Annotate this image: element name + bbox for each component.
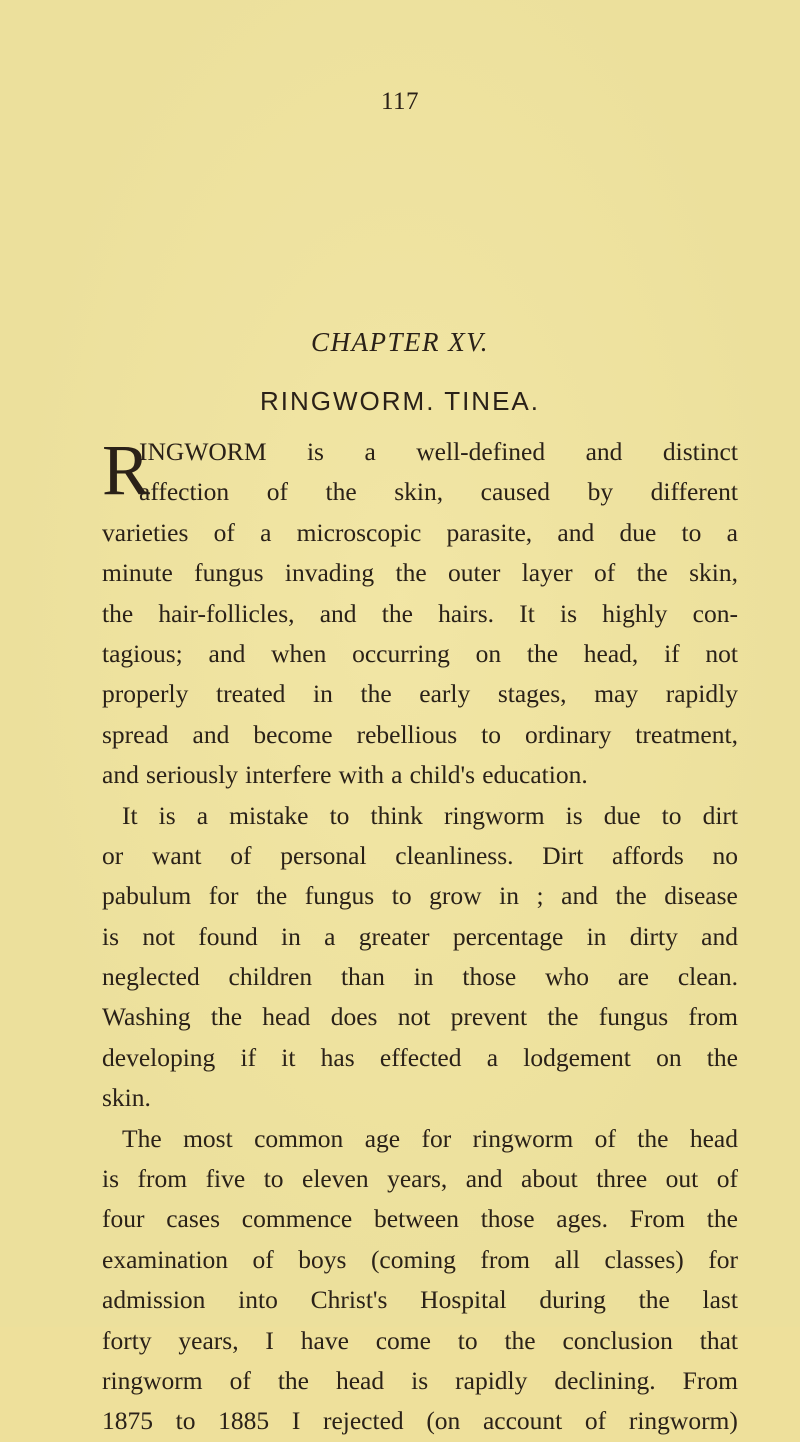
text-line: Washing the head does not prevent the fungus from <box>102 1002 738 1032</box>
text-line: developing if it has effected a lodgement on the <box>102 1042 738 1072</box>
text-line: spread and become rebellious to ordinary treatment, <box>102 719 738 749</box>
body-text <box>102 432 738 1442</box>
text-line: forty years, I have come to the conclusion that <box>102 1325 738 1355</box>
text-line: 1875 to 1885 I rejected (on account of ringworm) <box>102 1406 738 1436</box>
drop-cap-letter: R <box>102 430 151 510</box>
text-line: examination of boys (coming from all classes) for <box>102 1244 738 1274</box>
text-line: properly treated in the early stages, may rapidly <box>102 679 738 709</box>
text-line: or want of personal cleanliness. Dirt affords no <box>102 840 738 870</box>
chapter-title: RINGWORM. TINEA. <box>260 386 540 416</box>
text-line: ringworm of the head is rapidly declining. From <box>102 1365 738 1395</box>
text-line: skin. <box>102 1083 151 1113</box>
text-line: is from five to eleven years, and about three out of <box>102 1164 738 1194</box>
text-line: is not found in a greater percentage in dirty and <box>102 921 738 951</box>
text-line: neglected children than in those who are clean. <box>102 962 738 992</box>
text-line: pabulum for the fungus to grow in ; and the disease <box>102 881 738 911</box>
text-line: and seriously interfere with a child's education. <box>102 760 588 790</box>
text-line: It is a mistake to think ringworm is due to dirt <box>122 800 738 830</box>
text-line: varieties of a microscopic parasite, and due to a <box>102 517 738 547</box>
text-line: the hair-follicles, and the hairs. It is highly con- <box>102 598 738 628</box>
text-line: tagious; and when occurring on the head, if not <box>102 638 738 668</box>
text-line: The most common age for ringworm of the head <box>122 1123 738 1153</box>
text-line: four cases commence between those ages. From the <box>102 1204 738 1234</box>
text-line: INGWORM is a well-defined and distinct <box>139 437 738 466</box>
page-number: 117 <box>380 88 420 115</box>
text-line: affection of the skin, caused by different <box>139 477 738 507</box>
text-line: minute fungus invading the outer layer of the skin, <box>102 558 738 588</box>
text-line: admission into Christ's Hospital during the last <box>102 1285 738 1315</box>
chapter-heading: CHAPTER XV. <box>311 327 489 357</box>
